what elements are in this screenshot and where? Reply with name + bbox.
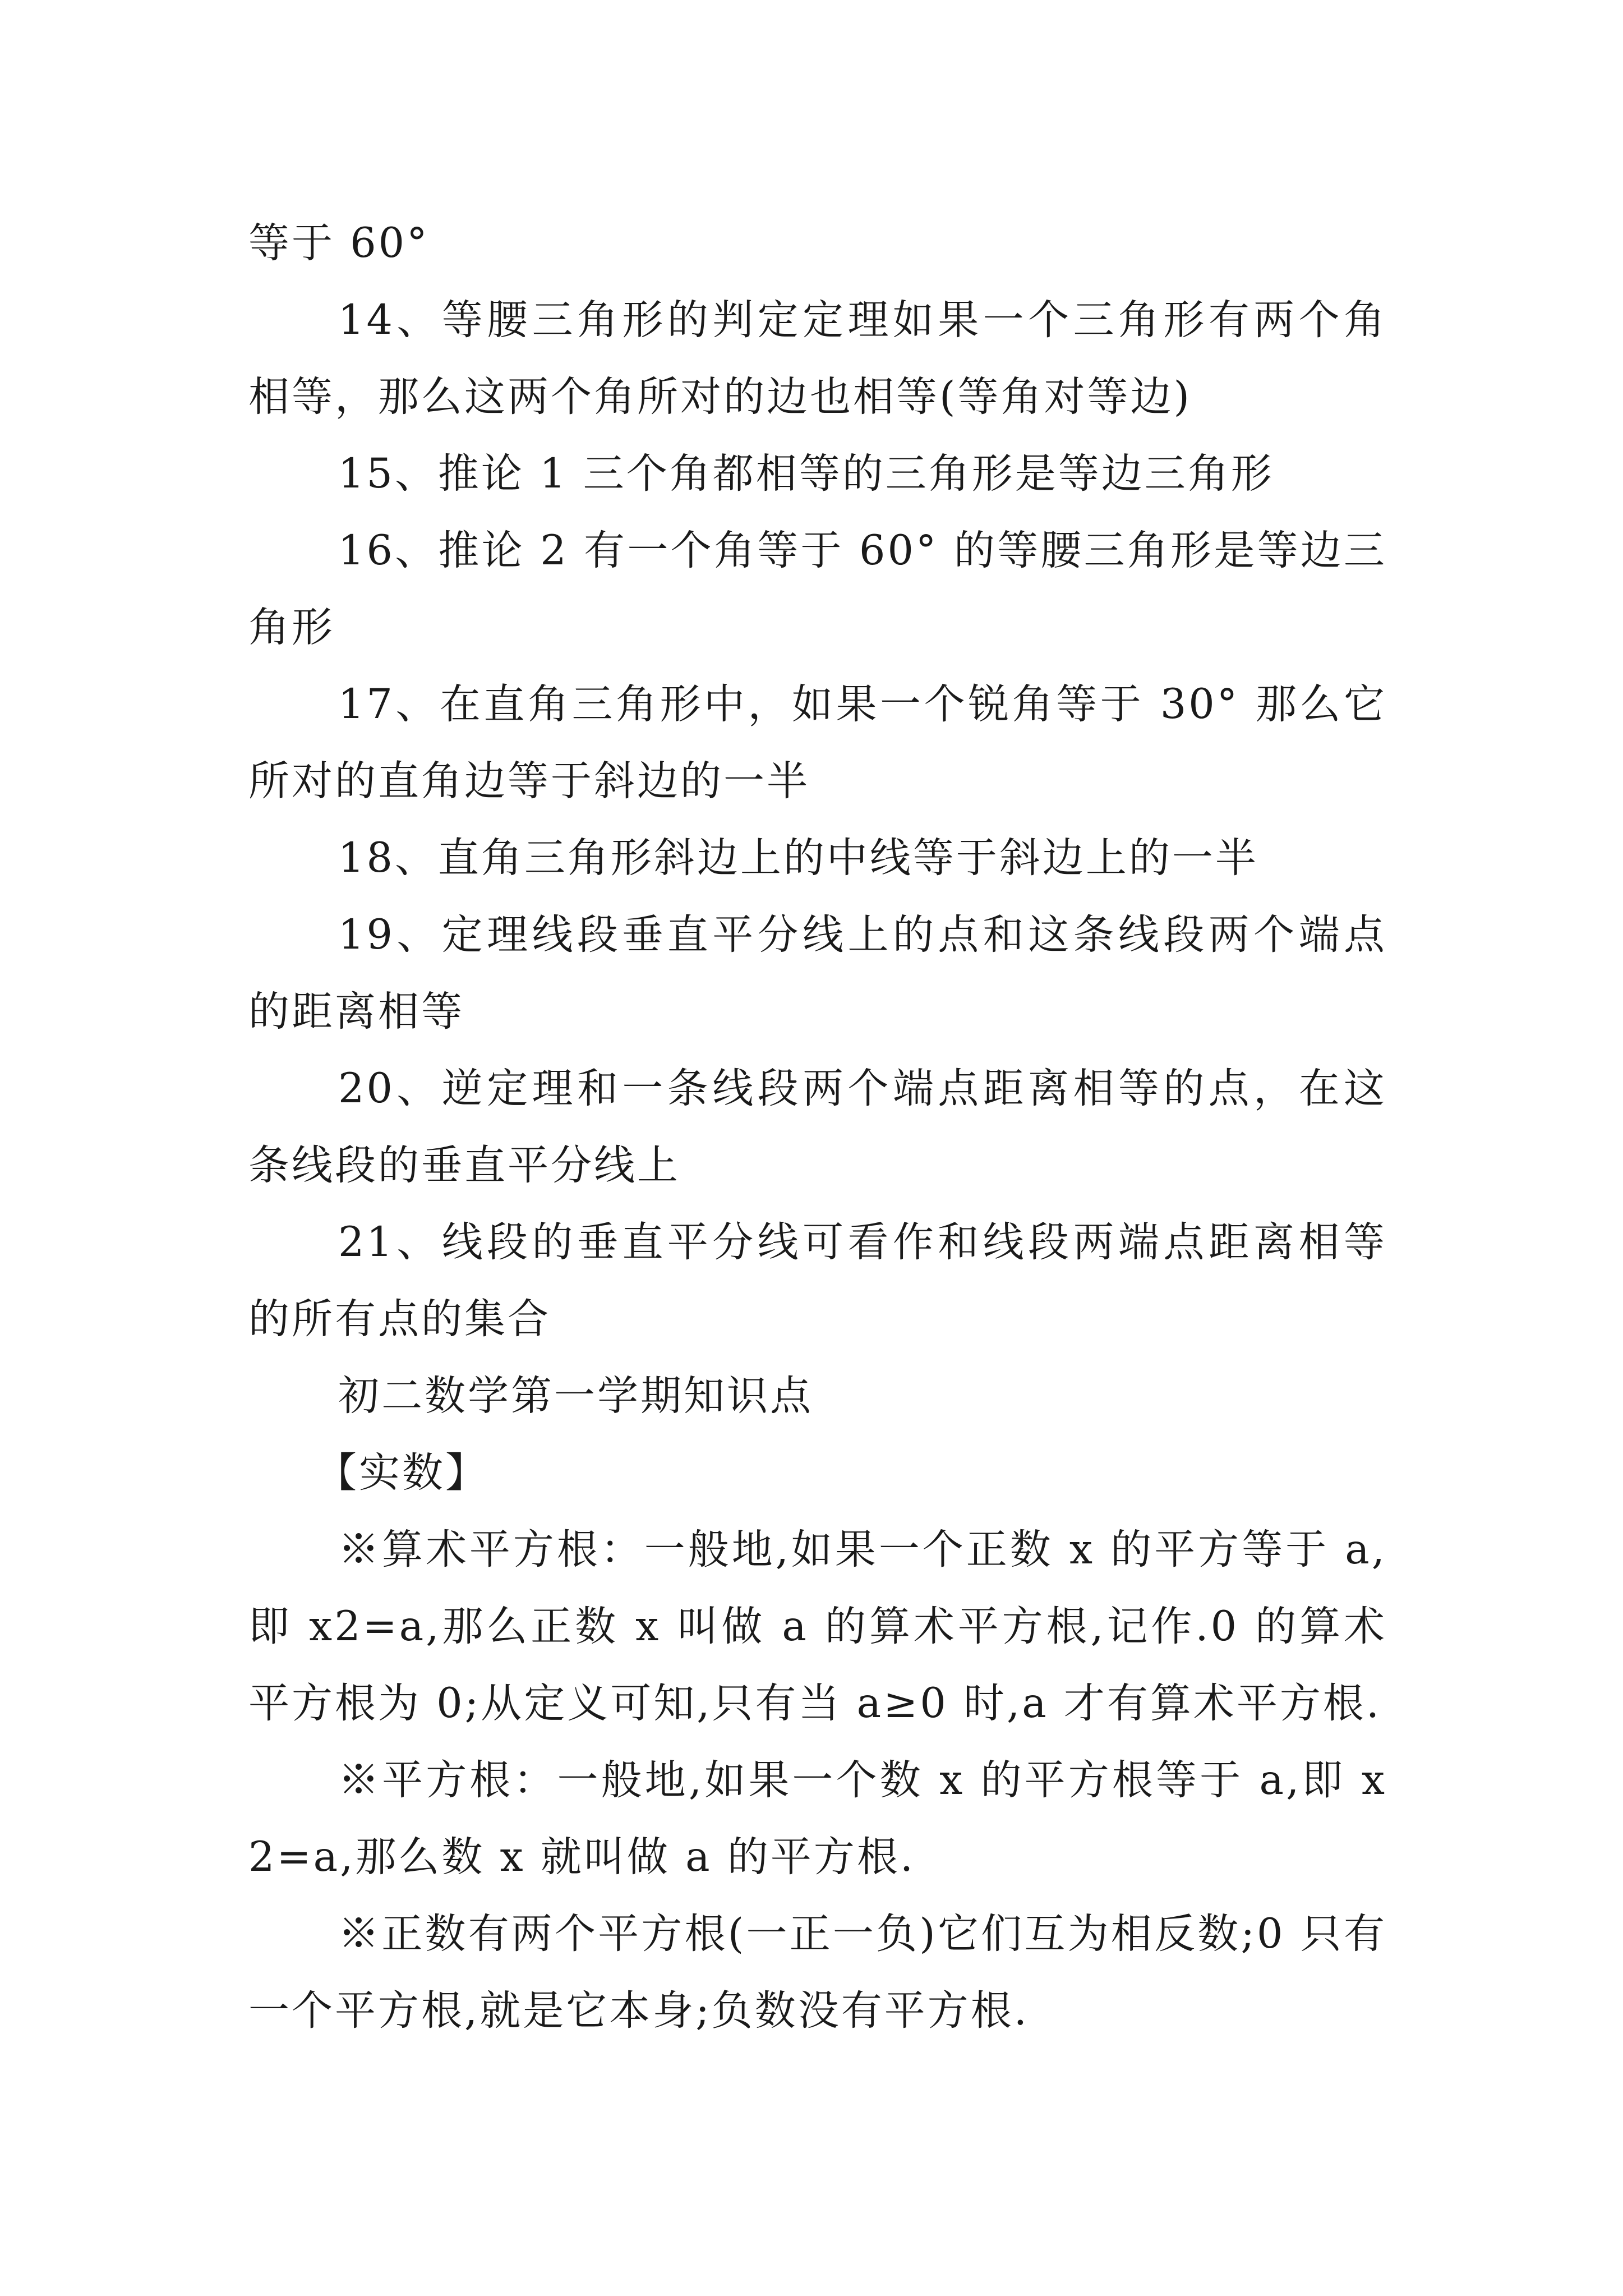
paragraph-item-16: 16、推论 2 有一个角等于 60° 的等腰三角形是等边三角形 — [248, 527, 1387, 651]
section-title-real-numbers: 【实数】 — [316, 1449, 488, 1497]
paragraph-item-17: 17、在直角三角形中，如果一个锐角等于 30° 那么它所对的直角边等于斜边的一半 — [248, 680, 1387, 805]
document-body — [248, 205, 1387, 2049]
paragraph-square-root: ※平方根：一般地,如果一个数 x 的平方根等于 a,即 x2=a,那么数 x 就叫做 a 的平方根. — [248, 1756, 1387, 1881]
paragraph-square-root-properties: ※正数有两个平方根(一正一负)它们互为相反数;0 只有一个平方根,就是它本身;负数没有平方根. — [248, 1910, 1387, 2035]
paragraph-item-21: 21、线段的垂直平分线可看作和线段两端点距离相等的所有点的集合 — [248, 1218, 1387, 1343]
paragraph-item-20: 20、逆定理和一条线段两个端点距离相等的点，在这条线段的垂直平分线上 — [248, 1065, 1387, 1189]
paragraph-item-19: 19、定理线段垂直平分线上的点和这条线段两个端点的距离相等 — [248, 911, 1387, 1036]
section-heading: 初二数学第一学期知识点 — [338, 1372, 813, 1420]
paragraph-item-15: 15、推论 1 三个角都相等的三角形是等边三角形 — [338, 450, 1274, 498]
paragraph-continuation: 等于 60° — [248, 219, 430, 267]
paragraph-arithmetic-square-root: ※算术平方根：一般地,如果一个正数 x 的平方等于 a,即 x2=a,那么正数 x 叫做 a 的算术平方根,记作.0 的算术平方根为 0;从定义可知,只有当 a≥0 时,a 才有算术平方根. — [248, 1526, 1387, 1727]
paragraph-item-18: 18、直角三角形斜边上的中线等于斜边上的一半 — [338, 834, 1258, 882]
paragraph-item-14: 14、等腰三角形的判定定理如果一个三角形有两个角相等，那么这两个角所对的边也相等(等角对等边) — [248, 296, 1387, 421]
